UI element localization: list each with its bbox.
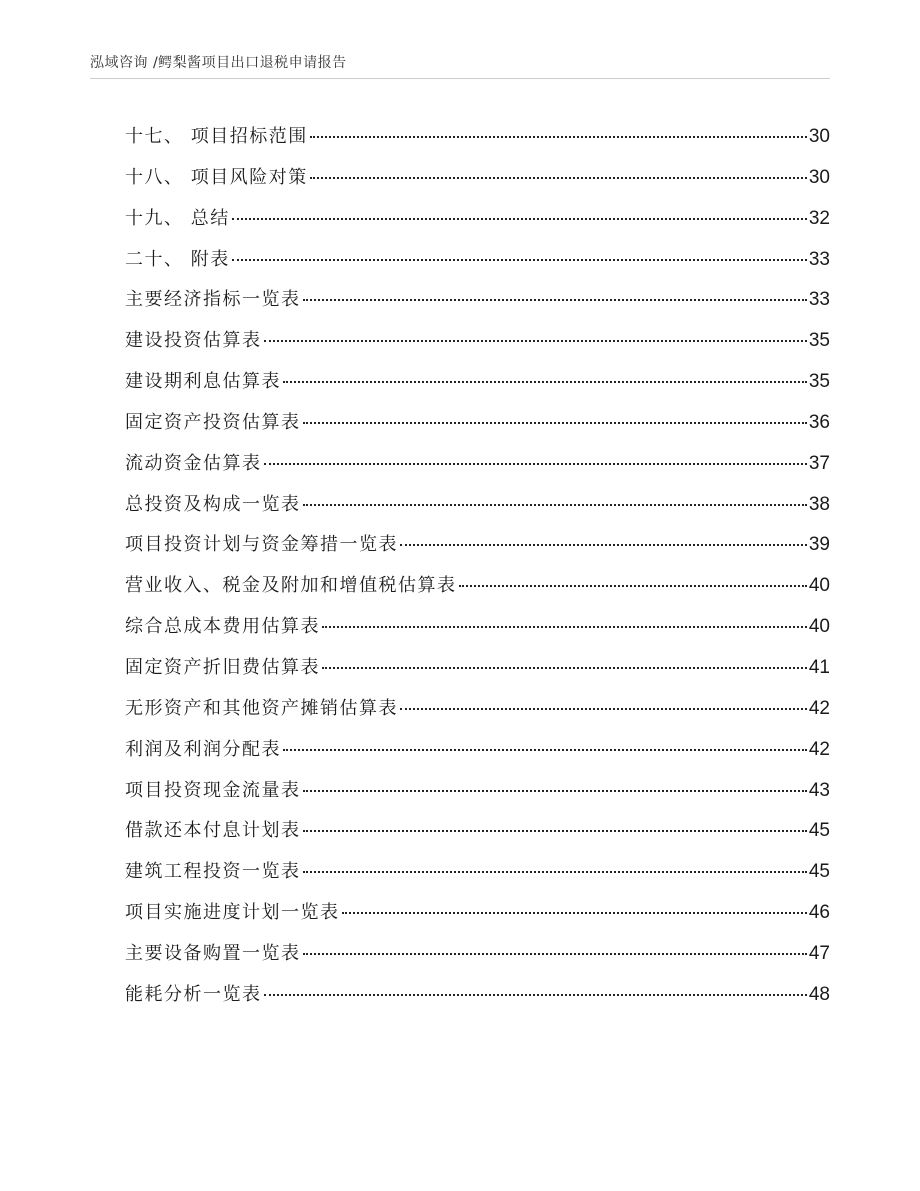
toc-entry-page: 48	[808, 983, 830, 1005]
toc-entry-page: 45	[808, 820, 830, 842]
toc-entry-title: 主要经济指标一览表	[125, 289, 301, 311]
toc-entry-page: 33	[808, 289, 830, 311]
toc-entry-title: 固定资产折旧费估算表	[125, 656, 320, 678]
toc-entry[interactable]	[125, 365, 830, 406]
toc-dot-leader	[303, 504, 807, 506]
toc-entry-page: 42	[808, 738, 830, 760]
page-header: 泓域咨询 /鳄梨酱项目出口退税申请报告	[90, 55, 347, 71]
toc-entry-title: 二十、 附表	[125, 248, 230, 270]
toc-entry-page: 45	[808, 861, 830, 883]
toc-entry[interactable]	[125, 651, 830, 692]
toc-entry-title: 十九、 总结	[125, 207, 230, 229]
toc-dot-leader	[232, 259, 807, 261]
toc-entry[interactable]	[125, 978, 830, 1019]
toc-entry-title: 十八、 项目风险对策	[125, 166, 308, 188]
toc-entry-title: 能耗分析一览表	[125, 983, 262, 1005]
header-divider	[90, 78, 830, 79]
toc-entry-title: 项目实施进度计划一览表	[125, 902, 340, 924]
toc-entry-title: 建设期利息估算表	[125, 371, 281, 393]
toc-entry-title: 项目投资现金流量表	[125, 779, 301, 801]
toc-dot-leader	[303, 953, 807, 955]
toc-dot-leader	[303, 790, 807, 792]
toc-entry-page: 37	[808, 452, 830, 474]
toc-entry-title: 十七、 项目招标范围	[125, 126, 308, 147]
toc-entry-title: 主要设备购置一览表	[125, 942, 301, 964]
toc-entry-page: 43	[808, 779, 830, 801]
toc-dot-leader	[264, 463, 807, 465]
table-of-contents	[125, 120, 830, 1019]
toc-entry-title: 借款还本付息计划表	[125, 820, 301, 842]
toc-dot-leader	[303, 871, 807, 873]
toc-entry[interactable]	[125, 324, 830, 365]
toc-entry-page: 30	[808, 126, 830, 147]
toc-dot-leader	[283, 381, 807, 383]
toc-entry-title: 无形资产和其他资产摊销估算表	[125, 697, 398, 719]
toc-entry[interactable]	[125, 692, 830, 733]
toc-entry-page: 32	[808, 207, 830, 229]
toc-entry[interactable]	[125, 774, 830, 815]
toc-entry[interactable]	[125, 937, 830, 978]
toc-entry-title: 利润及利润分配表	[125, 738, 281, 760]
toc-dot-leader	[303, 299, 807, 301]
toc-entry[interactable]	[125, 896, 830, 937]
toc-entry-title: 总投资及构成一览表	[125, 493, 301, 515]
toc-entry[interactable]	[125, 814, 830, 855]
toc-entry[interactable]	[125, 243, 830, 284]
toc-entry[interactable]	[125, 120, 830, 161]
toc-entry-title: 固定资产投资估算表	[125, 411, 301, 433]
toc-entry-page: 40	[808, 575, 830, 597]
toc-entry[interactable]	[125, 283, 830, 324]
toc-dot-leader	[400, 708, 807, 710]
toc-entry-title: 建设投资估算表	[125, 330, 262, 352]
toc-entry-title: 综合总成本费用估算表	[125, 616, 320, 638]
toc-entry[interactable]	[125, 161, 830, 202]
toc-entry-page: 40	[808, 616, 830, 638]
toc-entry-title: 建筑工程投资一览表	[125, 861, 301, 883]
toc-dot-leader	[342, 912, 807, 914]
toc-entry[interactable]	[125, 610, 830, 651]
toc-entry-page: 46	[808, 902, 830, 924]
toc-entry[interactable]	[125, 733, 830, 774]
toc-dot-leader	[264, 994, 807, 996]
toc-dot-leader	[264, 340, 807, 342]
toc-dot-leader	[303, 830, 807, 832]
toc-dot-leader	[322, 667, 807, 669]
toc-entry-page: 41	[808, 656, 830, 678]
toc-entry[interactable]	[125, 569, 830, 610]
toc-entry-page: 35	[808, 371, 830, 393]
toc-entry-page: 39	[808, 534, 830, 556]
toc-entry-page: 47	[808, 942, 830, 964]
toc-entry[interactable]	[125, 202, 830, 243]
toc-dot-leader	[232, 218, 807, 220]
toc-entry[interactable]	[125, 855, 830, 896]
toc-entry[interactable]	[125, 528, 830, 569]
toc-entry-page: 38	[808, 493, 830, 515]
toc-entry[interactable]	[125, 488, 830, 529]
toc-dot-leader	[310, 136, 807, 138]
toc-dot-leader	[400, 544, 807, 546]
toc-dot-leader	[283, 749, 807, 751]
toc-entry-page: 33	[808, 248, 830, 270]
toc-entry-page: 42	[808, 697, 830, 719]
toc-entry-page: 30	[808, 166, 830, 188]
toc-entry-title: 营业收入、税金及附加和增值税估算表	[125, 575, 457, 597]
toc-entry-page: 35	[808, 330, 830, 352]
toc-dot-leader	[459, 585, 807, 587]
toc-entry-title: 流动资金估算表	[125, 452, 262, 474]
toc-entry[interactable]	[125, 406, 830, 447]
toc-entry[interactable]	[125, 447, 830, 488]
toc-entry-title: 项目投资计划与资金筹措一览表	[125, 534, 398, 556]
toc-dot-leader	[310, 177, 807, 179]
toc-entry-page: 36	[808, 411, 830, 433]
toc-dot-leader	[303, 422, 807, 424]
toc-dot-leader	[322, 626, 807, 628]
